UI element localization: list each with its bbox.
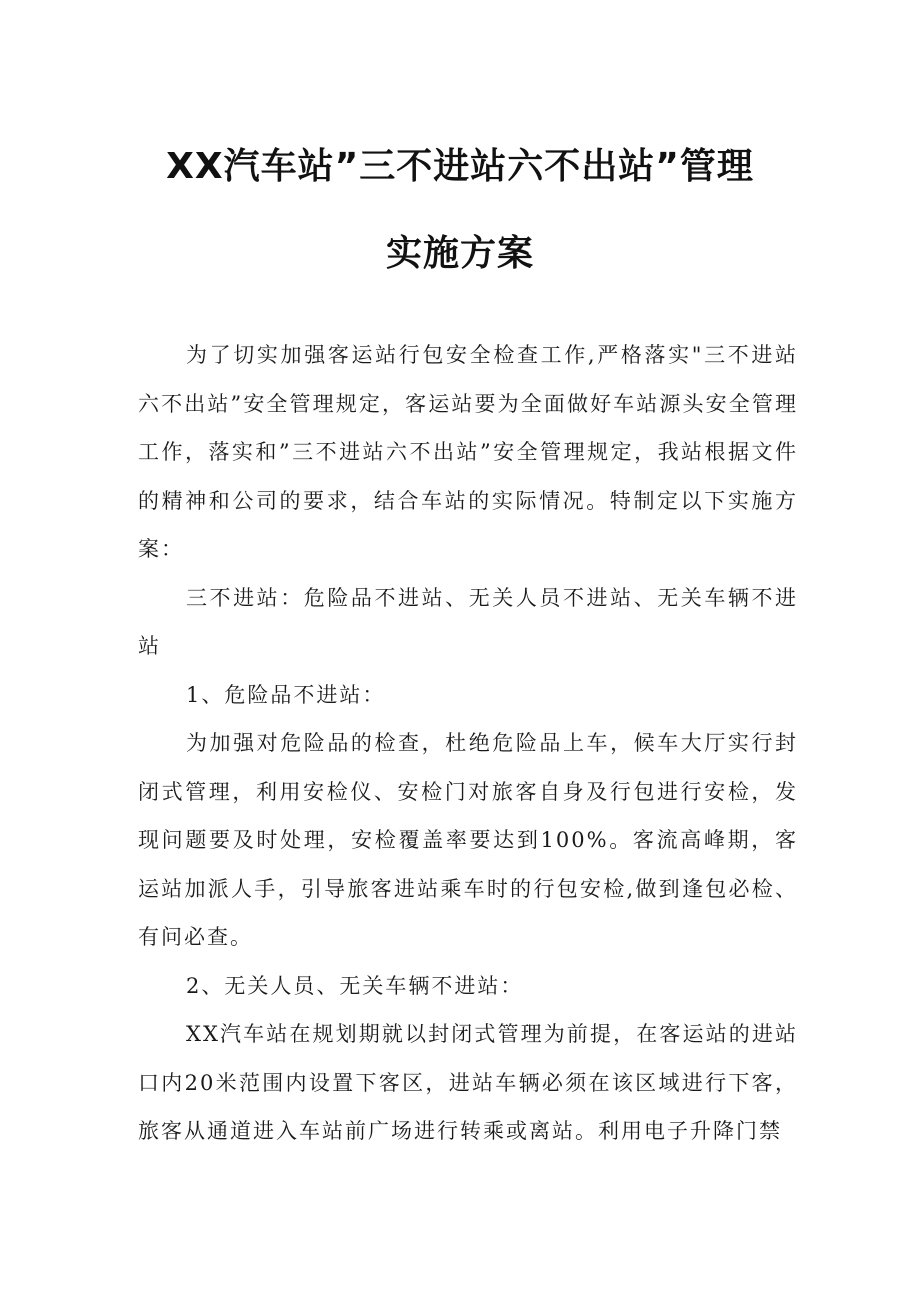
section-heading-1: 1、危险品不进站： — [186, 682, 386, 707]
section-heading-2: 2、无关人员、无关车辆不进站： — [186, 973, 524, 998]
paragraph-three-no-entry: 三不进站：危险品不进站、无关人员不进站、无关车辆不进站 — [138, 585, 798, 658]
document-title-line-2: 实施方案 — [385, 233, 534, 274]
paragraph-intro: 为了切实加强客运站行包安全检查工作,严格落实"三不进站六不出站”安全管理规定，客运站要为全面做好车站源头安全管理工作，落实和”三不进站六不出站”安全管理规定，我站根据文件的精神和公司的要求，结合车站的实际情况。特制定以下实施方案： — [138, 343, 798, 561]
document-title-line-1: XX汽车站”三不进站六不出站”管理 — [166, 146, 754, 187]
paragraph-unrelated-persons-vehicles: XX汽车站在规划期就以封闭式管理为前提，在客运站的进站口内20米范围内设置下客区，进站车辆必须在该区域进行下客，旅客从通道进入车站前广场进行转乘或离站。利用电子升降门禁 — [138, 1022, 798, 1143]
document-body — [138, 331, 798, 1156]
paragraph-hazardous-goods: 为加强对危险品的检查，杜绝危险品上车，候车大厅实行封闭式管理，利用安检仪、安检门对旅客自身及行包进行安检，发现问题要及时处理，安检覆盖率要达到100%。客流高峰期，客运站加派人手，引导旅客进站乘车时的行包安检,做到逢包必检、有问必查。 — [138, 731, 798, 949]
